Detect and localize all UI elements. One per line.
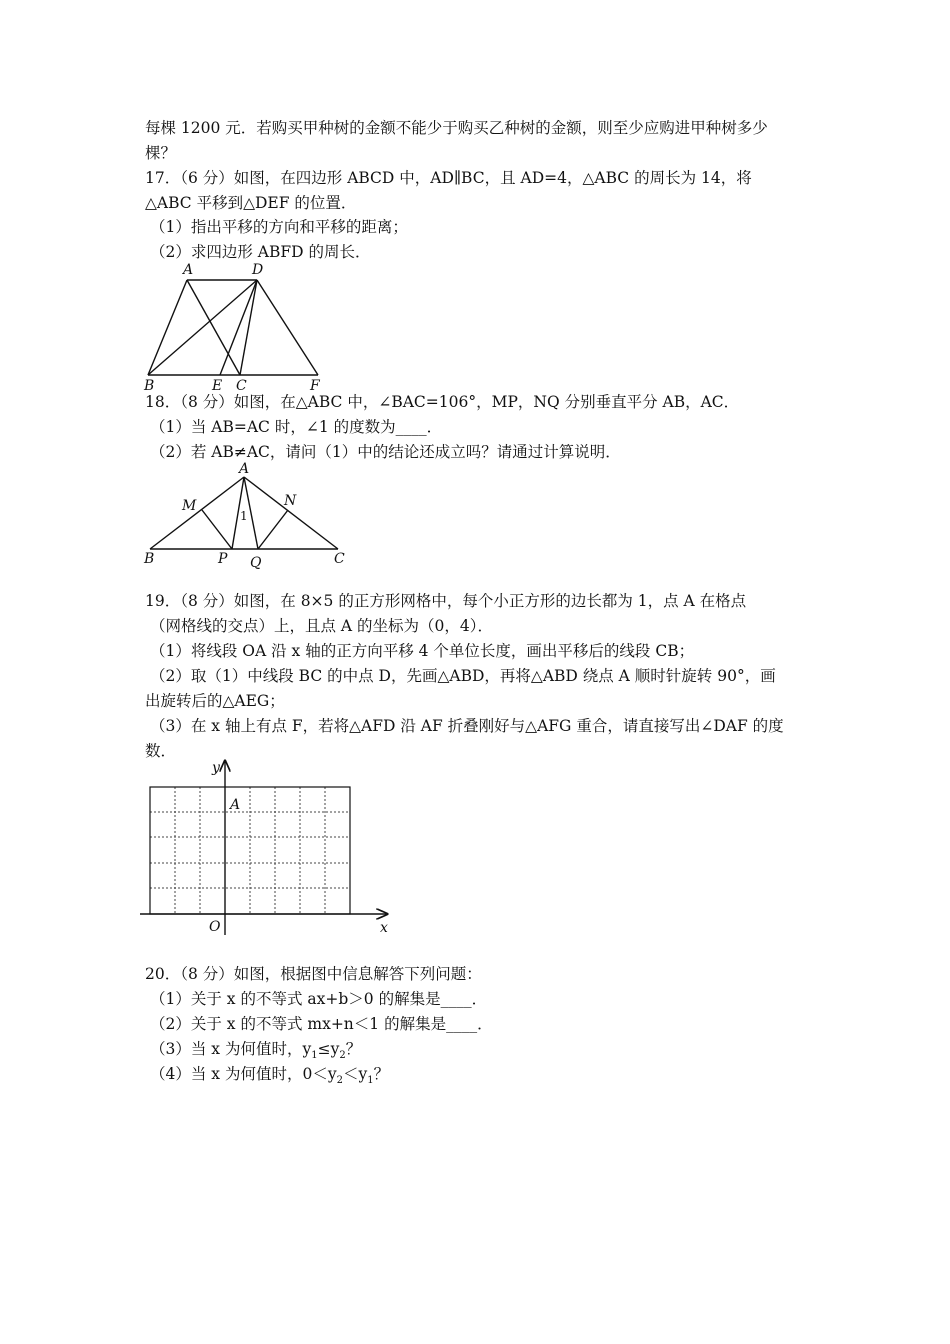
q19-stem-line1: 19．（8 分）如图，在 8×5 的正方形网格中，每个小正方形的边长都为 1，点 A 在格点 (145, 592, 747, 610)
q17-stem-line2: △ABC 平移到△DEF 的位置． (145, 194, 357, 212)
q17-stem-line1: 17．（6 分）如图，在四边形 ABCD 中，AD∥BC，且 AD=4，△ABC 的周长为 14，将 (145, 169, 752, 187)
q20-part3-text-b: ≤y (317, 1040, 340, 1058)
label-f: F (310, 378, 320, 392)
q18-part2: （2）若 AB≠AC，请问（1）中的结论还成立吗？请通过计算说明． (150, 443, 621, 461)
label-a: A (230, 797, 241, 813)
segment-ab (150, 477, 244, 549)
segment-ab (148, 280, 187, 375)
q17-figure-quadrilateral (140, 260, 330, 392)
grid-border (150, 787, 350, 914)
label-n: N (284, 493, 297, 509)
q20-part3-text-c: ？ (345, 1040, 362, 1058)
grid-lines (150, 787, 350, 914)
q19-part1: （1）将线段 OA 沿 x 轴的正方向平移 4 个单位长度，画出平移后的线段 CB； (150, 642, 695, 660)
label-angle-1: 1 (240, 509, 248, 523)
q19-figure-grid (140, 755, 395, 940)
label-a: A (183, 262, 194, 278)
label-b: B (144, 378, 155, 392)
segment-ac (187, 280, 240, 375)
q16-text-line2: 棵？ (145, 144, 177, 162)
q20-stem: 20．（8 分）如图，根据图中信息解答下列问题： (145, 965, 482, 983)
label-c: C (236, 378, 247, 392)
q20-part4 (150, 1063, 389, 1092)
q20-part3-text-a: （3）当 x 为何值时，y (150, 1040, 312, 1058)
q20-part4-text-b: ＜y (342, 1065, 368, 1083)
q20-part4-sub2: 1 (367, 1075, 374, 1087)
segment-dc (240, 280, 257, 375)
label-c: C (334, 551, 345, 567)
q20-part3-sub1: 1 (311, 1050, 318, 1062)
q20-part4-text-c: ？ (373, 1065, 390, 1083)
segment-de (220, 280, 257, 375)
label-q: Q (250, 555, 262, 571)
q18-part1: （1）当 AB=AC 时，∠1 的度数为____． (150, 418, 443, 436)
label-a: A (239, 461, 250, 477)
label-p: P (218, 551, 228, 567)
segment-ac (244, 477, 338, 549)
q20-part4-sub1: 2 (336, 1075, 343, 1087)
label-x: x (380, 920, 388, 936)
q20-part1: （1）关于 x 的不等式 ax+b＞0 的解集是____． (150, 990, 488, 1008)
q18-figure-triangle (140, 460, 355, 572)
q18-stem-line1: 18．（8 分）如图，在△ABC 中，∠BAC=106°，MP，NQ 分别垂直平分 AB，AC． (145, 393, 740, 411)
q19-part3-line2: 数． (145, 742, 177, 760)
q19-part2-line2: 出旋转后的△AEG； (145, 692, 285, 710)
q19-part2-line1: （2）取（1）中线段 BC 的中点 D，先画△ABD，再将△ABD 绕点 A 顺时针旋转 90°，画 (150, 667, 776, 685)
segment-mp (202, 510, 232, 549)
q19-part3-line1: （3）在 x 轴上有点 F，若将△AFD 沿 AF 折叠刚好与△AFG 重合，请直接写出∠DAF 的度 (150, 717, 784, 735)
segment-nq (258, 510, 288, 549)
q20-part2: （2）关于 x 的不等式 mx+n＜1 的解集是____． (150, 1015, 493, 1033)
q19-stem-line2: （网格线的交点）上，且点 A 的坐标为（0，4）． (150, 617, 494, 635)
q17-part1: （1）指出平移的方向和平移的距离； (150, 218, 408, 236)
label-o: O (209, 919, 221, 935)
q16-text-line1: 每棵 1200 元．若购买甲种树的金额不能少于购买乙种树的金额，则至少应购进甲种树多少 (145, 119, 768, 137)
q20-part3-sub2: 2 (339, 1050, 346, 1062)
label-y: y (212, 760, 220, 776)
segment-df (257, 280, 318, 375)
segment-db (148, 280, 257, 375)
label-e: E (212, 378, 223, 392)
q20-part4-text-a: （4）当 x 为何值时，0＜y (150, 1065, 337, 1083)
q17-part2: （2）求四边形 ABFD 的周长． (150, 243, 371, 261)
label-d: D (252, 262, 264, 278)
label-b: B (144, 551, 155, 567)
label-m: M (182, 498, 197, 514)
